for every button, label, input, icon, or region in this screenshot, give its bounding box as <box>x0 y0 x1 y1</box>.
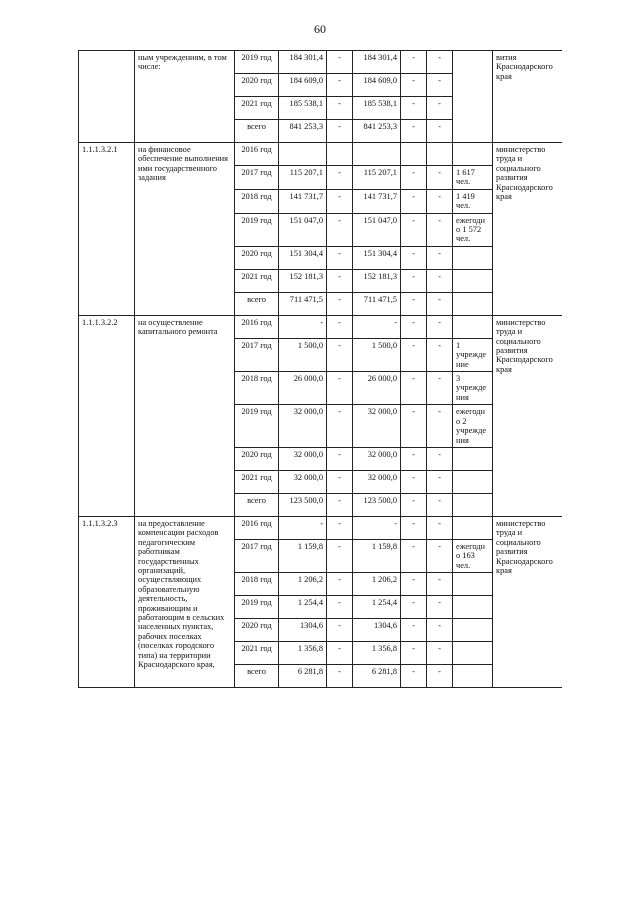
regional-cell: 1 356,8 <box>353 642 401 665</box>
federal-cell: - <box>327 166 353 190</box>
total-cell: 6 281,8 <box>279 665 327 688</box>
local-cell: - <box>401 447 427 470</box>
table-row <box>79 516 563 539</box>
period-cell: 2020 год <box>235 74 279 97</box>
code-cell <box>79 51 135 143</box>
result-cell: 1 617 чел. <box>453 166 493 190</box>
total-cell <box>279 143 327 166</box>
federal-cell: - <box>327 292 353 315</box>
extra-cell: - <box>427 189 453 213</box>
total-cell: 184 609,0 <box>279 74 327 97</box>
federal-cell: - <box>327 269 353 292</box>
extra-cell: - <box>427 405 453 448</box>
period-cell: 2020 год <box>235 246 279 269</box>
local-cell: - <box>401 539 427 572</box>
period-cell: 2018 год <box>235 189 279 213</box>
name-cell: ным учреждениям, в том числе: <box>135 51 235 143</box>
period-cell: 2018 год <box>235 372 279 405</box>
regional-cell: 32 000,0 <box>353 447 401 470</box>
total-cell: 151 047,0 <box>279 213 327 246</box>
result-cell <box>453 315 493 338</box>
federal-cell: - <box>327 573 353 596</box>
total-cell: 151 304,4 <box>279 246 327 269</box>
total-cell: 1 159,8 <box>279 539 327 572</box>
extra-cell: - <box>427 665 453 688</box>
extra-cell: - <box>427 539 453 572</box>
regional-cell: 841 253,3 <box>353 120 401 143</box>
total-cell: 1 206,2 <box>279 573 327 596</box>
name-cell: на осуществление капитального ремонта <box>135 315 235 516</box>
extra-cell: - <box>427 292 453 315</box>
total-cell: 115 207,1 <box>279 166 327 190</box>
period-cell: 2019 год <box>235 596 279 619</box>
result-cell <box>453 51 493 143</box>
federal-cell: - <box>327 97 353 120</box>
executor-cell: министерство труда и социального развития Краснодарского края <box>493 143 563 316</box>
result-cell: 3 учреждения <box>453 372 493 405</box>
period-cell: 2016 год <box>235 315 279 338</box>
executor-cell: вития Краснодарского края <box>493 51 563 143</box>
local-cell: - <box>401 213 427 246</box>
result-cell: ежегодно 163 чел. <box>453 539 493 572</box>
extra-cell: - <box>427 573 453 596</box>
result-cell <box>453 292 493 315</box>
period-cell: 2019 год <box>235 51 279 74</box>
extra-cell: - <box>427 516 453 539</box>
total-cell: 152 181,3 <box>279 269 327 292</box>
program-table <box>78 50 562 688</box>
local-cell: - <box>401 269 427 292</box>
total-cell: - <box>279 315 327 338</box>
period-cell: 2017 год <box>235 338 279 371</box>
result-cell <box>453 619 493 642</box>
extra-cell: - <box>427 447 453 470</box>
local-cell: - <box>401 619 427 642</box>
local-cell: - <box>401 596 427 619</box>
extra-cell: - <box>427 97 453 120</box>
total-cell: 141 731,7 <box>279 189 327 213</box>
federal-cell: - <box>327 596 353 619</box>
regional-cell: 123 500,0 <box>353 493 401 516</box>
regional-cell: 141 731,7 <box>353 189 401 213</box>
table-row <box>79 51 563 74</box>
period-cell: 2016 год <box>235 516 279 539</box>
period-cell: 2019 год <box>235 213 279 246</box>
federal-cell: - <box>327 665 353 688</box>
regional-cell: - <box>353 516 401 539</box>
federal-cell: - <box>327 642 353 665</box>
total-cell: 1 356,8 <box>279 642 327 665</box>
local-cell: - <box>401 516 427 539</box>
regional-cell: 1304,6 <box>353 619 401 642</box>
regional-cell <box>353 143 401 166</box>
local-cell: - <box>401 246 427 269</box>
extra-cell: - <box>427 338 453 371</box>
local-cell: - <box>401 665 427 688</box>
local-cell: - <box>401 74 427 97</box>
page-number: 60 <box>314 22 326 36</box>
federal-cell: - <box>327 372 353 405</box>
extra-cell: - <box>427 619 453 642</box>
federal-cell: - <box>327 338 353 371</box>
extra-cell: - <box>427 213 453 246</box>
regional-cell: 1 159,8 <box>353 539 401 572</box>
extra-cell: - <box>427 51 453 74</box>
regional-cell: - <box>353 315 401 338</box>
executor-cell: министерство труда и социального развития Краснодарского края <box>493 315 563 516</box>
federal-cell: - <box>327 405 353 448</box>
table-row <box>79 315 563 338</box>
result-cell <box>453 516 493 539</box>
period-cell: всего <box>235 120 279 143</box>
code-cell: 1.1.1.3.2.3 <box>79 516 135 687</box>
federal-cell: - <box>327 51 353 74</box>
document-sheet <box>78 50 562 885</box>
total-cell: 26 000,0 <box>279 372 327 405</box>
federal-cell: - <box>327 470 353 493</box>
extra-cell: - <box>427 246 453 269</box>
federal-cell: - <box>327 516 353 539</box>
extra-cell: - <box>427 74 453 97</box>
federal-cell: - <box>327 213 353 246</box>
period-cell: 2021 год <box>235 269 279 292</box>
local-cell: - <box>401 120 427 143</box>
total-cell: 185 538,1 <box>279 97 327 120</box>
period-cell: 2021 год <box>235 97 279 120</box>
period-cell: 2018 год <box>235 573 279 596</box>
result-cell <box>453 447 493 470</box>
total-cell: 711 471,5 <box>279 292 327 315</box>
federal-cell: - <box>327 189 353 213</box>
result-cell: ежегодно 1 572 чел. <box>453 213 493 246</box>
result-cell <box>453 246 493 269</box>
regional-cell: 26 000,0 <box>353 372 401 405</box>
total-cell: 123 500,0 <box>279 493 327 516</box>
extra-cell: - <box>427 470 453 493</box>
total-cell: 1 500,0 <box>279 338 327 371</box>
regional-cell: 151 304,4 <box>353 246 401 269</box>
local-cell <box>401 143 427 166</box>
local-cell: - <box>401 642 427 665</box>
local-cell: - <box>401 97 427 120</box>
result-cell <box>453 596 493 619</box>
federal-cell: - <box>327 539 353 572</box>
executor-cell: министерство труда и социального развития Краснодарского края <box>493 516 563 687</box>
total-cell: 841 253,3 <box>279 120 327 143</box>
table-row <box>79 143 563 166</box>
local-cell: - <box>401 470 427 493</box>
name-cell: на предоставление компенсации расходов педагогическим работникам государственных организаций, осуществляющих образовательную деятельность, проживающим и работающим в сельских населенных пунктах, рабочих поселках (поселках городского типа) на территории Краснодарского края, <box>135 516 235 687</box>
extra-cell: - <box>427 372 453 405</box>
code-cell: 1.1.1.3.2.2 <box>79 315 135 516</box>
period-cell: 2020 год <box>235 619 279 642</box>
period-cell: всего <box>235 665 279 688</box>
result-cell: 1 419 чел. <box>453 189 493 213</box>
local-cell: - <box>401 493 427 516</box>
total-cell: 1304,6 <box>279 619 327 642</box>
table-body <box>79 51 563 688</box>
result-cell <box>453 493 493 516</box>
federal-cell: - <box>327 619 353 642</box>
regional-cell: 184 609,0 <box>353 74 401 97</box>
federal-cell: - <box>327 120 353 143</box>
extra-cell: - <box>427 269 453 292</box>
period-cell: 2021 год <box>235 642 279 665</box>
federal-cell: - <box>327 447 353 470</box>
period-cell: 2021 год <box>235 470 279 493</box>
result-cell <box>453 470 493 493</box>
period-cell: 2017 год <box>235 539 279 572</box>
local-cell: - <box>401 166 427 190</box>
extra-cell: - <box>427 120 453 143</box>
local-cell: - <box>401 372 427 405</box>
extra-cell: - <box>427 315 453 338</box>
regional-cell: 1 500,0 <box>353 338 401 371</box>
total-cell: 32 000,0 <box>279 447 327 470</box>
extra-cell: - <box>427 596 453 619</box>
result-cell <box>453 665 493 688</box>
extra-cell <box>427 143 453 166</box>
local-cell: - <box>401 338 427 371</box>
regional-cell: 152 181,3 <box>353 269 401 292</box>
total-cell: 32 000,0 <box>279 405 327 448</box>
regional-cell: 1 254,4 <box>353 596 401 619</box>
result-cell <box>453 143 493 166</box>
total-cell: 1 254,4 <box>279 596 327 619</box>
local-cell: - <box>401 51 427 74</box>
regional-cell: 32 000,0 <box>353 405 401 448</box>
regional-cell: 6 281,8 <box>353 665 401 688</box>
period-cell: всего <box>235 493 279 516</box>
federal-cell: - <box>327 493 353 516</box>
result-cell <box>453 573 493 596</box>
regional-cell: 185 538,1 <box>353 97 401 120</box>
result-cell: 1 учреждение <box>453 338 493 371</box>
federal-cell: - <box>327 74 353 97</box>
period-cell: 2019 год <box>235 405 279 448</box>
total-cell: - <box>279 516 327 539</box>
code-cell: 1.1.1.3.2.1 <box>79 143 135 316</box>
period-cell: 2020 год <box>235 447 279 470</box>
result-cell <box>453 269 493 292</box>
regional-cell: 184 301,4 <box>353 51 401 74</box>
local-cell: - <box>401 189 427 213</box>
extra-cell: - <box>427 642 453 665</box>
federal-cell: - <box>327 315 353 338</box>
period-cell: всего <box>235 292 279 315</box>
name-cell: на финансовое обеспечение выполнения ими государственного задания <box>135 143 235 316</box>
result-cell <box>453 642 493 665</box>
period-cell: 2017 год <box>235 166 279 190</box>
federal-cell <box>327 143 353 166</box>
regional-cell: 115 207,1 <box>353 166 401 190</box>
result-cell: ежегодно 2 учреждения <box>453 405 493 448</box>
regional-cell: 1 206,2 <box>353 573 401 596</box>
federal-cell: - <box>327 246 353 269</box>
local-cell: - <box>401 315 427 338</box>
regional-cell: 32 000,0 <box>353 470 401 493</box>
local-cell: - <box>401 292 427 315</box>
regional-cell: 711 471,5 <box>353 292 401 315</box>
extra-cell: - <box>427 166 453 190</box>
period-cell: 2016 год <box>235 143 279 166</box>
local-cell: - <box>401 405 427 448</box>
regional-cell: 151 047,0 <box>353 213 401 246</box>
total-cell: 184 301,4 <box>279 51 327 74</box>
local-cell: - <box>401 573 427 596</box>
total-cell: 32 000,0 <box>279 470 327 493</box>
extra-cell: - <box>427 493 453 516</box>
